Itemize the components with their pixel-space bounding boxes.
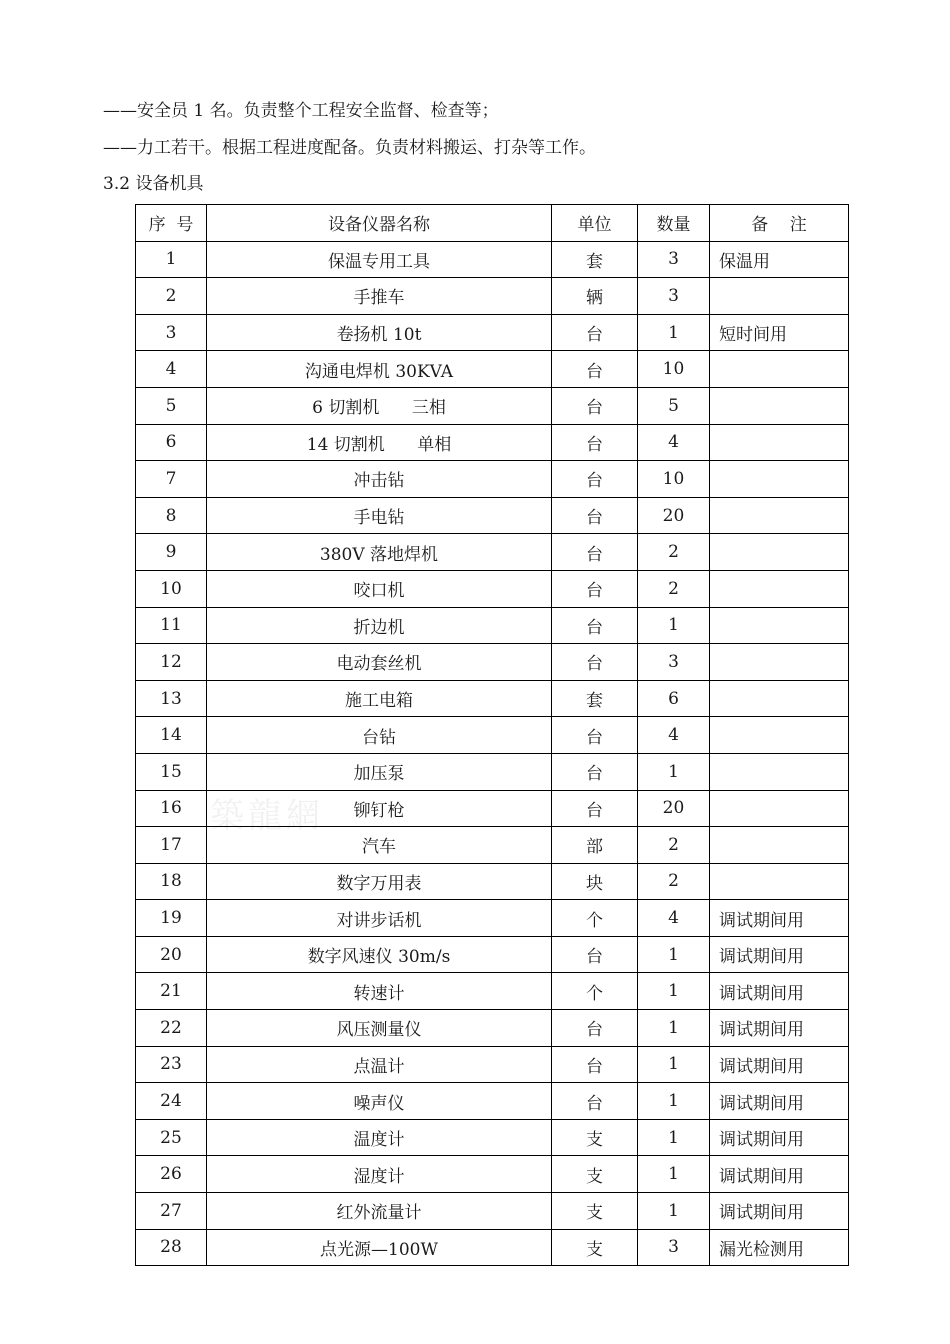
cell-quantity: 4	[638, 900, 710, 937]
cell-unit: 部	[552, 827, 638, 864]
equipment-table	[135, 204, 849, 1266]
cell-name: 红外流量计	[207, 1193, 552, 1230]
table-header-row	[136, 205, 849, 242]
cell-index: 25	[136, 1119, 207, 1156]
staff-line-safety: ——安全员 1 名。负责整个工程安全监督、检查等；	[103, 101, 499, 121]
cell-name: 保温专用工具	[207, 241, 552, 278]
table-row	[136, 900, 849, 937]
cell-index: 8	[136, 497, 207, 534]
cell-quantity: 20	[638, 790, 710, 827]
cell-index: 16	[136, 790, 207, 827]
cell-quantity: 1	[638, 1193, 710, 1230]
cell-name: 380V 落地焊机	[207, 534, 552, 571]
cell-quantity: 3	[638, 644, 710, 681]
cell-name: 湿度计	[207, 1156, 552, 1193]
cell-unit: 台	[552, 497, 638, 534]
cell-remarks: 漏光检测用	[710, 1229, 849, 1266]
cell-name: 咬口机	[207, 570, 552, 607]
cell-remarks	[710, 461, 849, 498]
table-row	[136, 863, 849, 900]
cell-unit: 台	[552, 607, 638, 644]
cell-name: 电动套丝机	[207, 644, 552, 681]
cell-index: 20	[136, 936, 207, 973]
cell-unit: 套	[552, 241, 638, 278]
cell-unit: 台	[552, 644, 638, 681]
table-row	[136, 351, 849, 388]
cell-remarks: 调试期间用	[710, 1046, 849, 1083]
cell-name: 点温计	[207, 1046, 552, 1083]
cell-unit: 台	[552, 936, 638, 973]
cell-index: 14	[136, 717, 207, 754]
cell-quantity: 1	[638, 314, 710, 351]
cell-index: 24	[136, 1083, 207, 1120]
table-row	[136, 1229, 849, 1266]
table-row	[136, 570, 849, 607]
table-row	[136, 314, 849, 351]
cell-remarks	[710, 387, 849, 424]
cell-quantity: 3	[638, 241, 710, 278]
table-row	[136, 790, 849, 827]
table-row	[136, 534, 849, 571]
cell-index: 12	[136, 644, 207, 681]
cell-unit: 支	[552, 1229, 638, 1266]
cell-unit: 台	[552, 424, 638, 461]
cell-quantity: 1	[638, 936, 710, 973]
table-row	[136, 827, 849, 864]
cell-quantity: 2	[638, 570, 710, 607]
table-row	[136, 461, 849, 498]
cell-name: 数字万用表	[207, 863, 552, 900]
cell-unit: 台	[552, 1010, 638, 1047]
cell-index: 22	[136, 1010, 207, 1047]
table-row	[136, 1193, 849, 1230]
cell-index: 11	[136, 607, 207, 644]
cell-remarks: 调试期间用	[710, 973, 849, 1010]
cell-name: 加压泵	[207, 753, 552, 790]
cell-unit: 台	[552, 1046, 638, 1083]
cell-name: 转速计	[207, 973, 552, 1010]
cell-name: 温度计	[207, 1119, 552, 1156]
cell-name: 数字风速仪 30m/s	[207, 936, 552, 973]
cell-remarks	[710, 790, 849, 827]
cell-index: 18	[136, 863, 207, 900]
cell-quantity: 1	[638, 1119, 710, 1156]
table-row	[136, 936, 849, 973]
table-row	[136, 278, 849, 315]
header-index: 序 号	[136, 205, 207, 242]
cell-unit: 台	[552, 314, 638, 351]
cell-remarks	[710, 644, 849, 681]
header-remarks: 备 注	[710, 205, 849, 242]
cell-remarks	[710, 497, 849, 534]
cell-remarks: 调试期间用	[710, 900, 849, 937]
cell-index: 10	[136, 570, 207, 607]
cell-quantity: 1	[638, 973, 710, 1010]
cell-unit: 台	[552, 790, 638, 827]
cell-index: 5	[136, 387, 207, 424]
cell-index: 7	[136, 461, 207, 498]
cell-quantity: 1	[638, 1156, 710, 1193]
cell-name: 冲击钻	[207, 461, 552, 498]
table-row	[136, 1046, 849, 1083]
table-row	[136, 1119, 849, 1156]
cell-quantity: 5	[638, 387, 710, 424]
cell-index: 3	[136, 314, 207, 351]
cell-index: 23	[136, 1046, 207, 1083]
cell-quantity: 2	[638, 827, 710, 864]
cell-index: 1	[136, 241, 207, 278]
cell-index: 26	[136, 1156, 207, 1193]
cell-index: 17	[136, 827, 207, 864]
table-body	[136, 241, 849, 1266]
cell-name: 手电钻	[207, 497, 552, 534]
cell-name: 风压测量仪	[207, 1010, 552, 1047]
header-quantity: 数量	[638, 205, 710, 242]
table-row	[136, 1083, 849, 1120]
cell-unit: 台	[552, 534, 638, 571]
cell-quantity: 4	[638, 717, 710, 754]
cell-quantity: 2	[638, 863, 710, 900]
cell-unit: 台	[552, 351, 638, 388]
table-row	[136, 717, 849, 754]
table-row	[136, 680, 849, 717]
cell-unit: 支	[552, 1119, 638, 1156]
cell-name: 折边机	[207, 607, 552, 644]
table-row	[136, 973, 849, 1010]
table-row	[136, 1010, 849, 1047]
cell-name: 卷扬机 10t	[207, 314, 552, 351]
table-row	[136, 241, 849, 278]
cell-remarks	[710, 753, 849, 790]
header-unit: 单位	[552, 205, 638, 242]
cell-index: 19	[136, 900, 207, 937]
cell-quantity: 6	[638, 680, 710, 717]
table-row	[136, 424, 849, 461]
table-row	[136, 753, 849, 790]
cell-remarks	[710, 570, 849, 607]
cell-index: 21	[136, 973, 207, 1010]
cell-unit: 台	[552, 570, 638, 607]
cell-quantity: 1	[638, 607, 710, 644]
cell-remarks: 调试期间用	[710, 1156, 849, 1193]
cell-quantity: 1	[638, 753, 710, 790]
cell-unit: 套	[552, 680, 638, 717]
cell-name: 沟通电焊机 30KVA	[207, 351, 552, 388]
cell-index: 9	[136, 534, 207, 571]
cell-unit: 块	[552, 863, 638, 900]
cell-remarks	[710, 680, 849, 717]
cell-index: 6	[136, 424, 207, 461]
cell-name: 汽车	[207, 827, 552, 864]
staff-line-laborers: ——力工若干。根据工程进度配备。负责材料搬运、打杂等工作。	[103, 138, 596, 158]
cell-remarks	[710, 278, 849, 315]
cell-quantity: 2	[638, 534, 710, 571]
table-row	[136, 607, 849, 644]
table-row	[136, 387, 849, 424]
cell-unit: 个	[552, 973, 638, 1010]
table-row	[136, 1156, 849, 1193]
cell-remarks: 保温用	[710, 241, 849, 278]
cell-index: 13	[136, 680, 207, 717]
table-row	[136, 644, 849, 681]
cell-quantity: 1	[638, 1046, 710, 1083]
cell-unit: 辆	[552, 278, 638, 315]
cell-remarks: 调试期间用	[710, 1119, 849, 1156]
cell-quantity: 4	[638, 424, 710, 461]
cell-unit: 台	[552, 753, 638, 790]
watermark: 築龍網	[210, 796, 324, 836]
cell-name: 手推车	[207, 278, 552, 315]
cell-name: 铆钉枪	[207, 790, 552, 827]
cell-name: 对讲步话机	[207, 900, 552, 937]
cell-remarks	[710, 863, 849, 900]
cell-remarks	[710, 534, 849, 571]
cell-unit: 支	[552, 1193, 638, 1230]
cell-quantity: 1	[638, 1010, 710, 1047]
cell-remarks: 短时间用	[710, 314, 849, 351]
cell-quantity: 3	[638, 1229, 710, 1266]
cell-index: 4	[136, 351, 207, 388]
cell-quantity: 3	[638, 278, 710, 315]
section-heading: 3.2 设备机具	[103, 174, 204, 194]
cell-remarks: 调试期间用	[710, 1193, 849, 1230]
cell-quantity: 20	[638, 497, 710, 534]
cell-remarks: 调试期间用	[710, 936, 849, 973]
cell-unit: 台	[552, 1083, 638, 1120]
cell-unit: 台	[552, 387, 638, 424]
table-row	[136, 497, 849, 534]
cell-unit: 支	[552, 1156, 638, 1193]
cell-index: 15	[136, 753, 207, 790]
cell-unit: 台	[552, 717, 638, 754]
cell-remarks	[710, 351, 849, 388]
cell-quantity: 10	[638, 351, 710, 388]
cell-unit: 个	[552, 900, 638, 937]
cell-index: 2	[136, 278, 207, 315]
cell-name: 施工电箱	[207, 680, 552, 717]
cell-remarks	[710, 827, 849, 864]
cell-quantity: 1	[638, 1083, 710, 1120]
cell-remarks	[710, 424, 849, 461]
cell-unit: 台	[552, 461, 638, 498]
cell-name: 14 切割机 单相	[207, 424, 552, 461]
cell-remarks	[710, 607, 849, 644]
cell-name: 点光源—100W	[207, 1229, 552, 1266]
cell-remarks: 调试期间用	[710, 1010, 849, 1047]
cell-remarks: 调试期间用	[710, 1083, 849, 1120]
cell-remarks	[710, 717, 849, 754]
cell-index: 27	[136, 1193, 207, 1230]
header-name: 设备仪器名称	[207, 205, 552, 242]
cell-index: 28	[136, 1229, 207, 1266]
cell-quantity: 10	[638, 461, 710, 498]
cell-name: 6 切割机 三相	[207, 387, 552, 424]
cell-name: 噪声仪	[207, 1083, 552, 1120]
cell-name: 台钻	[207, 717, 552, 754]
